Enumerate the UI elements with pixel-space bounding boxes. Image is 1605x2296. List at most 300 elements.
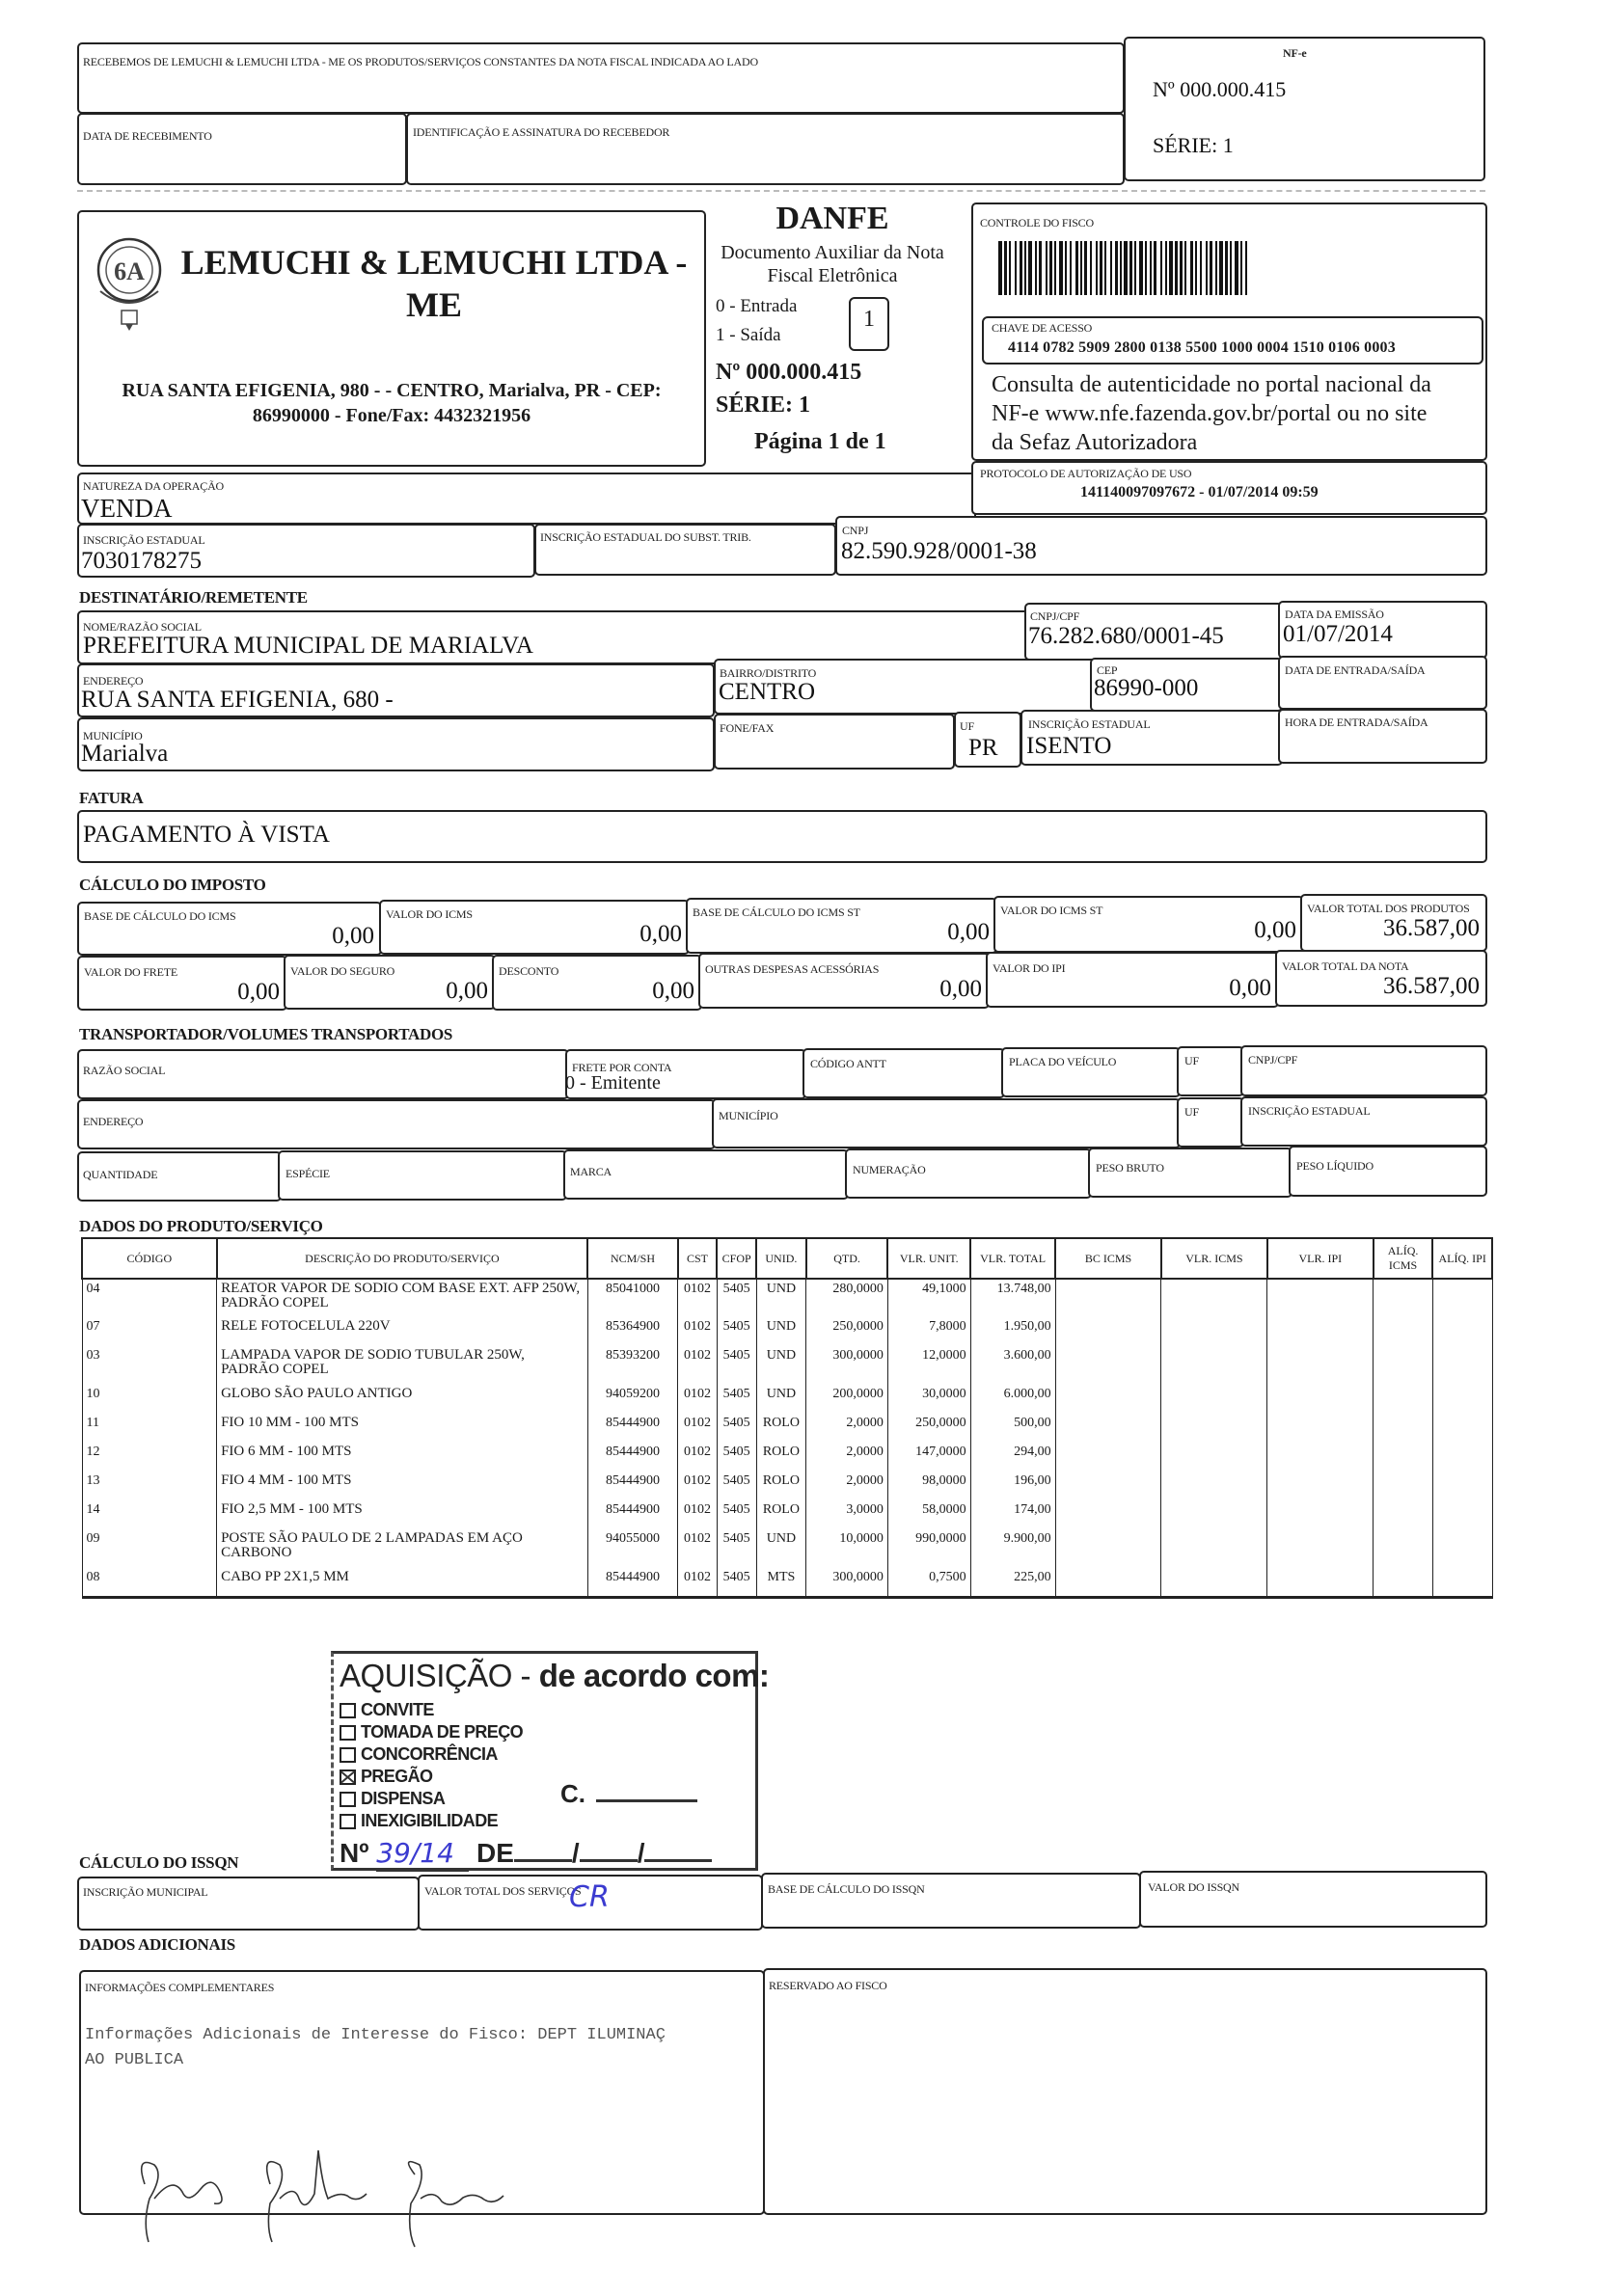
product-total: 294,00 (970, 1443, 1055, 1472)
recipient-section-title: DESTINATÁRIO/REMETENTE (79, 588, 308, 607)
product-empty-cell (1055, 1414, 1161, 1443)
stamp-c-label: C. (560, 1779, 585, 1808)
carrier-uf2-label: UF (1184, 1105, 1199, 1119)
product-cfop: 5405 (717, 1568, 756, 1597)
stamp-title-prefix: AQUISIÇÃO - (340, 1658, 539, 1693)
subst-reg-label: INSCRIÇÃO ESTADUAL DO SUBST. TRIB. (540, 530, 751, 544)
product-qty: 300,0000 (806, 1346, 888, 1385)
tax-cell-value: 36.587,00 (1383, 973, 1480, 999)
uf-label: UF (960, 719, 974, 733)
product-desc: FIO 4 MM - 100 MTS (217, 1472, 588, 1500)
product-total: 3.600,00 (970, 1346, 1055, 1385)
product-total: 1.950,00 (970, 1317, 1055, 1346)
product-empty-cell (1161, 1385, 1267, 1414)
table-row (82, 1472, 1492, 1500)
receipt-date-label: DATA DE RECEBIMENTO (83, 129, 212, 143)
product-empty-cell (1374, 1385, 1433, 1414)
products-header-cell: ALÍQ. IPI (1432, 1238, 1492, 1279)
product-empty-cell (1374, 1472, 1433, 1500)
products-header-cell: ALÍQ. ICMS (1374, 1238, 1433, 1279)
protocol-value: 141140097097672 - 01/07/2014 09:59 (1080, 484, 1319, 500)
antt-box (802, 1048, 1005, 1098)
product-empty-cell (1161, 1279, 1267, 1317)
table-row (82, 1568, 1492, 1597)
product-cfop: 5405 (717, 1443, 756, 1472)
products-header-cell: VLR. TOTAL (970, 1238, 1055, 1279)
product-ncm: 94059200 (587, 1385, 677, 1414)
tax-cell-value: 0,00 (1254, 917, 1296, 943)
protocol-label: PROTOCOLO DE AUTORIZAÇÃO DE USO (980, 467, 1192, 480)
danfe-number: Nº 000.000.415 (716, 360, 862, 385)
tax-cell-value: 0,00 (1229, 975, 1271, 1001)
product-code: 11 (82, 1414, 217, 1443)
product-empty-cell (1055, 1472, 1161, 1500)
product-total: 13.748,00 (970, 1279, 1055, 1317)
product-empty-cell (1432, 1317, 1492, 1346)
product-empty-cell (1161, 1346, 1267, 1385)
recipient-cnpj-value: 76.282.680/0001-45 (1028, 623, 1224, 649)
tax-cell-label: BASE DE CÁLCULO DO ICMS (84, 909, 236, 923)
issqn-section-title: CÁLCULO DO ISSQN (79, 1853, 239, 1872)
carrier-address-label: ENDEREÇO (83, 1115, 144, 1128)
freight-label: FRETE POR CONTA (572, 1061, 672, 1074)
checkbox-icon (340, 1814, 356, 1829)
complementary-text-line2: AO PUBLICA (85, 2051, 184, 2069)
product-qty: 10,0000 (806, 1529, 888, 1568)
product-empty-cell (1161, 1568, 1267, 1597)
table-row (82, 1346, 1492, 1385)
product-qty: 250,0000 (806, 1317, 888, 1346)
nature-value: VENDA (81, 494, 173, 523)
product-unit: UND (756, 1385, 806, 1414)
tax-cell-value: 0,00 (947, 919, 990, 945)
product-code: 10 (82, 1385, 217, 1414)
product-qty: 280,0000 (806, 1279, 888, 1317)
checkbox-icon (340, 1792, 356, 1807)
danfe-subtitle-line1: Documento Auxiliar da Nota (721, 242, 944, 263)
product-empty-cell (1374, 1500, 1433, 1529)
danfe-subtitle (704, 241, 961, 287)
danfe-series: SÉRIE: 1 (716, 392, 811, 418)
recipient-cnpj-label: CNPJ/CPF (1030, 609, 1080, 623)
company-name (174, 241, 694, 326)
product-ncm: 85364900 (587, 1317, 677, 1346)
company-name-line1: LEMUCHI & LEMUCHI LTDA - (180, 243, 688, 282)
product-unit-price: 147,0000 (887, 1443, 970, 1472)
product-unit-price: 58,0000 (887, 1500, 970, 1529)
product-cst: 0102 (678, 1414, 718, 1443)
product-qty: 2,0000 (806, 1472, 888, 1500)
product-unit: ROLO (756, 1443, 806, 1472)
product-ncm: 85444900 (587, 1443, 677, 1472)
danfe-subtitle-line2: Fiscal Eletrônica (767, 265, 898, 286)
product-empty-cell (1055, 1443, 1161, 1472)
product-unit: UND (756, 1279, 806, 1317)
products-header-cell: DESCRIÇÃO DO PRODUTO/SERVIÇO (217, 1238, 588, 1279)
recipient-state-reg-label: INSCRIÇÃO ESTADUAL (1028, 717, 1151, 731)
table-row (82, 1279, 1492, 1317)
product-ncm: 85444900 (587, 1472, 677, 1500)
tax-cell-label: VALOR DO IPI (993, 961, 1066, 975)
receipt-nfe-label: NF-e (1283, 46, 1307, 60)
product-desc: CABO PP 2X1,5 MM (217, 1568, 588, 1597)
receipt-signature-box[interactable] (406, 113, 1125, 185)
company-name-line2: ME (406, 285, 462, 324)
city-label: MUNICÍPIO (83, 729, 143, 743)
carrier-address-box (77, 1099, 716, 1149)
receipt-number: Nº 000.000.415 (1153, 77, 1287, 101)
recipient-state-reg-value: ISENTO (1026, 733, 1112, 759)
transport-section-title: TRANSPORTADOR/VOLUMES TRANSPORTADOS (79, 1025, 453, 1043)
access-key-barcode (998, 241, 1471, 295)
access-key-value: 4114 0782 5909 2800 0138 5500 1000 0004 1510 0106 0003 (1008, 339, 1396, 356)
product-code: 12 (82, 1443, 217, 1472)
product-qty: 300,0000 (806, 1568, 888, 1597)
antt-label: CÓDIGO ANTT (810, 1057, 886, 1070)
acquisition-stamp (331, 1651, 770, 1871)
product-empty-cell (1432, 1279, 1492, 1317)
products-section-title: DADOS DO PRODUTO/SERVIÇO (79, 1217, 323, 1235)
gross-weight-label: PESO BRUTO (1096, 1161, 1164, 1175)
product-code: 13 (82, 1472, 217, 1500)
stamp-option (340, 1744, 498, 1765)
products-header-cell: CÓDIGO (82, 1238, 217, 1279)
product-code: 08 (82, 1568, 217, 1597)
product-cfop: 5405 (717, 1317, 756, 1346)
product-desc: LAMPADA VAPOR DE SODIO TUBULAR 250W, PADRÃO COPEL (217, 1346, 588, 1385)
danfe-io-options (716, 292, 797, 350)
checkbox-icon (340, 1747, 356, 1763)
product-code: 03 (82, 1346, 217, 1385)
tax-cell-value: 0,00 (939, 976, 982, 1002)
carrier-state-reg-label: INSCRIÇÃO ESTADUAL (1248, 1104, 1371, 1118)
stamp-option-label: INEXIGIBILIDADE (361, 1811, 499, 1830)
issue-date-label: DATA DA EMISSÃO (1285, 608, 1384, 621)
volume-brand-label: MARCA (570, 1165, 612, 1178)
product-empty-cell (1161, 1317, 1267, 1346)
products-header-cell: VLR. IPI (1267, 1238, 1374, 1279)
stamp-number-handwritten: 39/14 (376, 1837, 469, 1872)
services-total-label: VALOR TOTAL DOS SERVIÇOS (424, 1884, 582, 1898)
product-empty-cell (1432, 1443, 1492, 1472)
consult-text (992, 370, 1431, 457)
company-seal-icon (95, 231, 164, 333)
product-empty-cell (1432, 1414, 1492, 1443)
product-empty-cell (1374, 1317, 1433, 1346)
product-empty-cell (1267, 1568, 1374, 1597)
fisco-reserved-box (763, 1968, 1487, 2215)
receipt-date-box (77, 113, 407, 185)
product-qty: 2,0000 (806, 1414, 888, 1443)
stamp-option-label: CONCORRÊNCIA (361, 1744, 498, 1764)
products-header-cell: VLR. UNIT. (887, 1238, 970, 1279)
tax-cell-value: 0,00 (639, 921, 682, 947)
product-empty-cell (1055, 1500, 1161, 1529)
product-empty-cell (1432, 1568, 1492, 1597)
receipt-signature-label: IDENTIFICAÇÃO E ASSINATURA DO RECEBEDOR (413, 125, 670, 139)
table-row (82, 1414, 1492, 1443)
product-total: 174,00 (970, 1500, 1055, 1529)
product-qty: 3,0000 (806, 1500, 888, 1529)
tax-cell-value: 0,00 (332, 923, 374, 949)
stamp-number-row: Nº 39/14 DE / / (340, 1837, 712, 1872)
cnpj-label: CNPJ (842, 524, 869, 537)
receipt-stub (77, 42, 1125, 114)
product-desc: FIO 2,5 MM - 100 MTS (217, 1500, 588, 1529)
product-cst: 0102 (678, 1346, 718, 1385)
product-empty-cell (1267, 1472, 1374, 1500)
net-weight-label: PESO LÍQUIDO (1296, 1159, 1374, 1173)
stamp-option (340, 1767, 432, 1787)
product-ncm: 85444900 (587, 1414, 677, 1443)
nature-label: NATUREZA DA OPERAÇÃO (83, 479, 225, 493)
product-cst: 0102 (678, 1385, 718, 1414)
danfe-page: Página 1 de 1 (754, 429, 886, 454)
product-ncm: 94055000 (587, 1529, 677, 1568)
entry-date-label: DATA DE ENTRADA/SAÍDA (1285, 663, 1426, 677)
product-empty-cell (1374, 1346, 1433, 1385)
product-empty-cell (1161, 1500, 1267, 1529)
product-cst: 0102 (678, 1568, 718, 1597)
product-empty-cell (1055, 1385, 1161, 1414)
product-empty-cell (1374, 1529, 1433, 1568)
municipal-reg-label: INSCRIÇÃO MUNICIPAL (83, 1885, 208, 1899)
city-value: Marialva (81, 741, 169, 767)
tax-cell-value: 0,00 (652, 978, 694, 1004)
products-header-cell: NCM/SH (587, 1238, 677, 1279)
issqn-value-label: VALOR DO ISSQN (1148, 1880, 1239, 1894)
product-empty-cell (1374, 1443, 1433, 1472)
receipt-series: SÉRIE: 1 (1153, 133, 1234, 157)
tax-cell-label: OUTRAS DESPESAS ACESSÓRIAS (705, 962, 880, 976)
state-reg-label: INSCRIÇÃO ESTADUAL (83, 533, 205, 547)
product-cst: 0102 (678, 1529, 718, 1568)
stamp-option-label: PREGÃO (361, 1767, 433, 1786)
product-empty-cell (1267, 1346, 1374, 1385)
phone-label: FONE/FAX (720, 721, 775, 735)
product-empty-cell (1432, 1385, 1492, 1414)
district-label: BAIRRO/DISTRITO (720, 666, 817, 680)
issqn-base-label: BASE DE CÁLCULO DO ISSQN (768, 1882, 925, 1896)
product-empty-cell (1374, 1568, 1433, 1597)
product-qty: 200,0000 (806, 1385, 888, 1414)
tax-cell-value: 0,00 (446, 978, 488, 1004)
product-empty-cell (1161, 1529, 1267, 1568)
product-unit-price: 7,8000 (887, 1317, 970, 1346)
issqn-base-box (761, 1873, 1141, 1929)
uf-value: PR (968, 735, 998, 761)
product-desc: RELE FOTOCELULA 220V (217, 1317, 588, 1346)
consult-text-line2: NF-e www.nfe.fazenda.gov.br/portal ou no site (992, 401, 1428, 426)
products-header-row (82, 1238, 1492, 1279)
products-header-cell: QTD. (806, 1238, 888, 1279)
product-empty-cell (1267, 1414, 1374, 1443)
carrier-cnpj-label: CNPJ/CPF (1248, 1053, 1298, 1067)
recipient-name-label: NOME/RAZÃO SOCIAL (83, 620, 202, 634)
tax-cell-label: BASE DE CÁLCULO DO ICMS ST (693, 905, 860, 919)
product-empty-cell (1055, 1317, 1161, 1346)
table-row (82, 1317, 1492, 1346)
products-header-cell: BC ICMS (1055, 1238, 1161, 1279)
product-empty-cell (1267, 1529, 1374, 1568)
consult-text-line3: da Sefaz Autorizadora (992, 430, 1198, 455)
table-row (82, 1529, 1492, 1568)
product-empty-cell (1432, 1500, 1492, 1529)
volume-species-label: ESPÉCIE (286, 1167, 330, 1180)
carrier-uf-label: UF (1184, 1054, 1199, 1067)
table-row (82, 1443, 1492, 1472)
recipient-address-value: RUA SANTA EFIGENIA, 680 - (81, 687, 394, 713)
product-empty-cell (1161, 1472, 1267, 1500)
product-empty-cell (1055, 1568, 1161, 1597)
tax-cell-label: VALOR DO SEGURO (290, 964, 395, 978)
fisco-control-label: CONTROLE DO FISCO (980, 216, 1094, 230)
cep-label: CEP (1097, 663, 1118, 677)
city-box (77, 717, 715, 771)
product-desc: GLOBO SÃO PAULO ANTIGO (217, 1385, 588, 1414)
product-empty-cell (1267, 1317, 1374, 1346)
company-address (81, 378, 702, 428)
product-cst: 0102 (678, 1443, 718, 1472)
product-unit: UND (756, 1317, 806, 1346)
product-total: 196,00 (970, 1472, 1055, 1500)
product-desc: FIO 6 MM - 100 MTS (217, 1443, 588, 1472)
stamp-option-label: CONVITE (361, 1700, 434, 1719)
product-ncm: 85393200 (587, 1346, 677, 1385)
stamp-option (340, 1722, 523, 1742)
carrier-city-label: MUNICÍPIO (719, 1109, 778, 1122)
plate-label: PLACA DO VEÍCULO (1009, 1055, 1117, 1068)
product-code: 09 (82, 1529, 217, 1568)
product-cfop: 5405 (717, 1346, 756, 1385)
carrier-city-box (712, 1098, 1181, 1148)
danfe-title: DANFE (775, 201, 889, 236)
stamp-number-prefix: Nº (340, 1838, 369, 1868)
product-empty-cell (1432, 1346, 1492, 1385)
tax-cell-value: 36.587,00 (1383, 915, 1480, 941)
invoice-value: PAGAMENTO À VISTA (83, 822, 330, 848)
tax-cell-label: VALOR TOTAL DOS PRODUTOS (1307, 902, 1470, 915)
volume-numbering-label: NUMERAÇÃO (853, 1163, 926, 1176)
issue-date-value: 01/07/2014 (1283, 621, 1393, 647)
danfe-type-value: 1 (863, 307, 875, 332)
access-key-label: CHAVE DE ACESSO (992, 321, 1093, 335)
stamp-option (340, 1700, 434, 1720)
stamp-c-field (560, 1779, 697, 1809)
product-code: 04 (82, 1279, 217, 1317)
product-unit-price: 0,7500 (887, 1568, 970, 1597)
table-row (82, 1385, 1492, 1414)
product-empty-cell (1055, 1529, 1161, 1568)
product-unit: ROLO (756, 1500, 806, 1529)
complementary-label: INFORMAÇÕES COMPLEMENTARES (85, 1981, 275, 1994)
volume-qty-label: QUANTIDADE (83, 1168, 158, 1181)
product-total: 500,00 (970, 1414, 1055, 1443)
tax-section-title: CÁLCULO DO IMPOSTO (79, 876, 266, 894)
product-cst: 0102 (678, 1500, 718, 1529)
product-desc: FIO 10 MM - 100 MTS (217, 1414, 588, 1443)
product-empty-cell (1161, 1443, 1267, 1472)
product-unit-price: 990,0000 (887, 1529, 970, 1568)
product-unit: MTS (756, 1568, 806, 1597)
product-cfop: 5405 (717, 1414, 756, 1443)
stamp-option (340, 1789, 445, 1809)
entry-time-label: HORA DE ENTRADA/SAÍDA (1285, 716, 1428, 729)
carrier-name-label: RAZÃO SOCIAL (83, 1064, 166, 1077)
product-unit-price: 12,0000 (887, 1346, 970, 1385)
invoice-section-title: FATURA (79, 789, 144, 807)
fisco-reserved-label: RESERVADO AO FISCO (769, 1979, 887, 1992)
stamp-option (340, 1811, 498, 1831)
product-empty-cell (1055, 1279, 1161, 1317)
product-ncm: 85444900 (587, 1500, 677, 1529)
svg-text:6A: 6A (114, 257, 145, 285)
tax-cell-value: 0,00 (237, 979, 280, 1005)
product-empty-cell (1267, 1279, 1374, 1317)
products-header-cell: VLR. ICMS (1161, 1238, 1267, 1279)
product-cfop: 5405 (717, 1385, 756, 1414)
danfe-exit-option: 1 - Saída (716, 325, 781, 345)
company-address-line1: RUA SANTA EFIGENIA, 980 - - CENTRO, Marialva, PR - CEP: (122, 380, 662, 401)
product-empty-cell (1267, 1443, 1374, 1472)
product-empty-cell (1267, 1385, 1374, 1414)
receipt-text: RECEBEMOS DE LEMUCHI & LEMUCHI LTDA - ME OS PRODUTOS/SERVIÇOS CONSTANTES DA NOTA FISCAL INDICADA AO LADO (83, 55, 758, 68)
additional-section-title: DADOS ADICIONAIS (79, 1935, 235, 1954)
product-total: 6.000,00 (970, 1385, 1055, 1414)
tax-cell-label: VALOR DO FRETE (84, 965, 177, 979)
products-header-cell: CFOP (717, 1238, 756, 1279)
product-code: 07 (82, 1317, 217, 1346)
product-cfop: 5405 (717, 1500, 756, 1529)
product-code: 14 (82, 1500, 217, 1529)
cut-line (77, 190, 1485, 192)
district-value: CENTRO (719, 679, 815, 705)
stamp-title-bold: de acordo com: (538, 1658, 770, 1693)
freight-value: 0 - Emitente (565, 1072, 661, 1094)
signature (125, 2146, 559, 2252)
product-unit: UND (756, 1529, 806, 1568)
products-header-cell: UNID. (756, 1238, 806, 1279)
stamp-option-label: DISPENSA (361, 1789, 446, 1808)
table-row (82, 1500, 1492, 1529)
product-desc: POSTE SÃO PAULO DE 2 LAMPADAS EM AÇO CARBONO (217, 1529, 588, 1568)
handwritten-initials: CR (569, 1880, 610, 1914)
checked-box-icon (340, 1769, 356, 1785)
product-ncm: 85041000 (587, 1279, 677, 1317)
product-total: 225,00 (970, 1568, 1055, 1597)
product-cfop: 5405 (717, 1472, 756, 1500)
company-address-line2: 86990000 - Fone/Fax: 4432321956 (252, 405, 531, 426)
state-reg-value: 7030178275 (81, 548, 202, 574)
product-empty-cell (1161, 1414, 1267, 1443)
product-empty-cell (1374, 1279, 1433, 1317)
product-empty-cell (1267, 1500, 1374, 1529)
products-header-cell: CST (678, 1238, 718, 1279)
product-desc: REATOR VAPOR DE SODIO COM BASE EXT. AFP 250W, PADRÃO COPEL (217, 1279, 588, 1317)
consult-text-line1: Consulta de autenticidade no portal nacional da (992, 372, 1431, 397)
checkbox-icon (340, 1725, 356, 1741)
tax-cell-label: VALOR DO ICMS (386, 907, 473, 921)
product-qty: 2,0000 (806, 1443, 888, 1472)
cep-value: 86990-000 (1094, 675, 1199, 701)
product-ncm: 85444900 (587, 1568, 677, 1597)
product-cfop: 5405 (717, 1279, 756, 1317)
tax-cell-label: VALOR DO ICMS ST (1000, 904, 1103, 917)
product-total: 9.900,00 (970, 1529, 1055, 1568)
complementary-text (85, 2023, 666, 2073)
recipient-address-label: ENDEREÇO (83, 674, 144, 688)
product-unit-price: 30,0000 (887, 1385, 970, 1414)
